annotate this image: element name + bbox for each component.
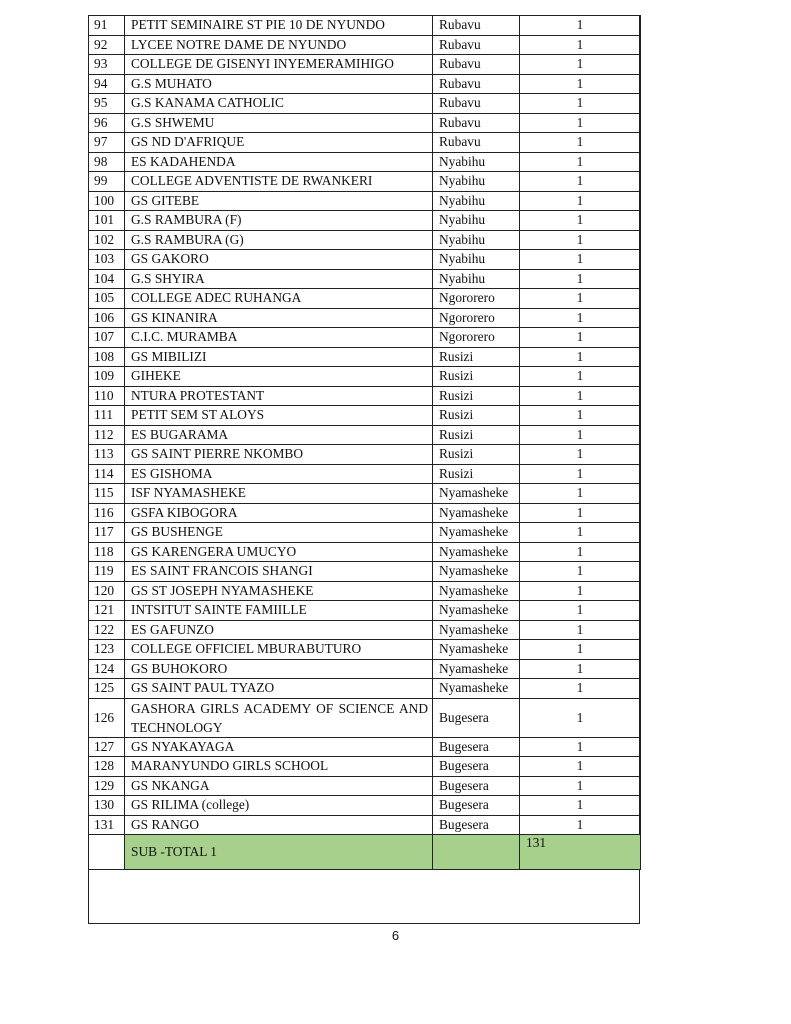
table-row xyxy=(89,620,641,640)
school-name: ES SAINT FRANCOIS SHANGI xyxy=(125,562,433,582)
row-number: 95 xyxy=(89,94,125,114)
table-row xyxy=(89,464,641,484)
district: Rubavu xyxy=(433,113,520,133)
school-name: COLLEGE ADEC RUHANGA xyxy=(125,289,433,309)
table-row xyxy=(89,386,641,406)
school-name: ES GISHOMA xyxy=(125,464,433,484)
district: Ngororero xyxy=(433,328,520,348)
row-number: 96 xyxy=(89,113,125,133)
table-row xyxy=(89,659,641,679)
row-number: 98 xyxy=(89,152,125,172)
count: 1 xyxy=(520,620,641,640)
district: Rusizi xyxy=(433,425,520,445)
count: 1 xyxy=(520,757,641,777)
table-row xyxy=(89,35,641,55)
row-number: 108 xyxy=(89,347,125,367)
table-row xyxy=(89,94,641,114)
table-row xyxy=(89,815,641,835)
district: Nyabihu xyxy=(433,152,520,172)
school-name: GS RILIMA (college) xyxy=(125,796,433,816)
table-row xyxy=(89,698,641,737)
subtotal-row xyxy=(89,835,641,870)
count: 1 xyxy=(520,737,641,757)
count: 1 xyxy=(520,386,641,406)
count: 1 xyxy=(520,562,641,582)
district: Rusizi xyxy=(433,464,520,484)
school-name: GS KARENGERA UMUCYO xyxy=(125,542,433,562)
row-number: 112 xyxy=(89,425,125,445)
school-name: GSFA KIBOGORA xyxy=(125,503,433,523)
count: 1 xyxy=(520,35,641,55)
school-name: G.S MUHATO xyxy=(125,74,433,94)
school-name: GS SAINT PAUL TYAZO xyxy=(125,679,433,699)
district: Rubavu xyxy=(433,94,520,114)
count: 1 xyxy=(520,55,641,75)
row-number: 102 xyxy=(89,230,125,250)
row-number: 120 xyxy=(89,581,125,601)
row-number: 104 xyxy=(89,269,125,289)
count: 1 xyxy=(520,250,641,270)
count: 1 xyxy=(520,698,641,737)
count: 1 xyxy=(520,659,641,679)
row-number: 126 xyxy=(89,698,125,737)
table-row xyxy=(89,581,641,601)
table-row xyxy=(89,230,641,250)
district: Rusizi xyxy=(433,347,520,367)
district: Bugesera xyxy=(433,776,520,796)
district: Nyamasheke xyxy=(433,503,520,523)
count: 1 xyxy=(520,484,641,504)
school-name: G.S RAMBURA (F) xyxy=(125,211,433,231)
row-number: 118 xyxy=(89,542,125,562)
district: Nyamasheke xyxy=(433,484,520,504)
count: 1 xyxy=(520,94,641,114)
school-name: C.I.C. MURAMBA xyxy=(125,328,433,348)
table-row xyxy=(89,269,641,289)
row-number: 105 xyxy=(89,289,125,309)
row-number: 121 xyxy=(89,601,125,621)
district: Bugesera xyxy=(433,815,520,835)
page-number: 6 xyxy=(391,928,400,943)
count: 1 xyxy=(520,679,641,699)
subtotal-value: 131 xyxy=(520,835,641,870)
row-number: 93 xyxy=(89,55,125,75)
table-row xyxy=(89,757,641,777)
subtotal-label: SUB -TOTAL 1 xyxy=(125,835,433,870)
count: 1 xyxy=(520,601,641,621)
table-row xyxy=(89,308,641,328)
school-name: COLLEGE OFFICIEL MBURABUTURO xyxy=(125,640,433,660)
school-name: GS RANGO xyxy=(125,815,433,835)
school-name: GS BUSHENGE xyxy=(125,523,433,543)
row-number: 114 xyxy=(89,464,125,484)
row-number: 117 xyxy=(89,523,125,543)
count: 1 xyxy=(520,367,641,387)
count: 1 xyxy=(520,347,641,367)
district: Bugesera xyxy=(433,757,520,777)
table-row xyxy=(89,250,641,270)
school-name: G.S SHYIRA xyxy=(125,269,433,289)
count: 1 xyxy=(520,464,641,484)
school-name: PETIT SEM ST ALOYS xyxy=(125,406,433,426)
district: Nyabihu xyxy=(433,172,520,192)
district: Bugesera xyxy=(433,796,520,816)
row-number: 128 xyxy=(89,757,125,777)
row-number: 92 xyxy=(89,35,125,55)
count: 1 xyxy=(520,74,641,94)
table-row xyxy=(89,445,641,465)
table-row xyxy=(89,152,641,172)
row-number: 91 xyxy=(89,16,125,36)
table-row xyxy=(89,172,641,192)
district: Nyamasheke xyxy=(433,659,520,679)
row-number: 119 xyxy=(89,562,125,582)
district: Rusizi xyxy=(433,445,520,465)
district: Nyamasheke xyxy=(433,601,520,621)
row-number: 97 xyxy=(89,133,125,153)
district: Rubavu xyxy=(433,55,520,75)
count: 1 xyxy=(520,289,641,309)
school-name: PETIT SEMINAIRE ST PIE 10 DE NYUNDO xyxy=(125,16,433,36)
count: 1 xyxy=(520,152,641,172)
school-name: COLLEGE ADVENTISTE DE RWANKERI xyxy=(125,172,433,192)
district: Nyabihu xyxy=(433,191,520,211)
count: 1 xyxy=(520,542,641,562)
district: Nyamasheke xyxy=(433,620,520,640)
row-number: 101 xyxy=(89,211,125,231)
row-number: 100 xyxy=(89,191,125,211)
district: Nyabihu xyxy=(433,230,520,250)
table-row xyxy=(89,776,641,796)
school-name: G.S SHWEMU xyxy=(125,113,433,133)
table-row xyxy=(89,542,641,562)
row-number: 106 xyxy=(89,308,125,328)
district: Bugesera xyxy=(433,737,520,757)
row-number: 122 xyxy=(89,620,125,640)
count: 1 xyxy=(520,581,641,601)
district: Nyamasheke xyxy=(433,640,520,660)
row-number: 107 xyxy=(89,328,125,348)
district: Rusizi xyxy=(433,406,520,426)
school-name: GS KINANIRA xyxy=(125,308,433,328)
row-number: 125 xyxy=(89,679,125,699)
district: Nyabihu xyxy=(433,250,520,270)
school-name: ES BUGARAMA xyxy=(125,425,433,445)
school-name: LYCEE NOTRE DAME DE NYUNDO xyxy=(125,35,433,55)
district: Nyamasheke xyxy=(433,679,520,699)
district: Bugesera xyxy=(433,698,520,737)
school-name: GS GAKORO xyxy=(125,250,433,270)
table-row xyxy=(89,191,641,211)
table-row xyxy=(89,211,641,231)
row-number: 131 xyxy=(89,815,125,835)
school-name: GIHEKE xyxy=(125,367,433,387)
school-name: ES KADAHENDA xyxy=(125,152,433,172)
count: 1 xyxy=(520,172,641,192)
table-row xyxy=(89,74,641,94)
subtotal-empty-cell xyxy=(89,835,125,870)
district: Nyamasheke xyxy=(433,523,520,543)
table-row xyxy=(89,367,641,387)
district: Rusizi xyxy=(433,386,520,406)
school-name: GS NYAKAYAGA xyxy=(125,737,433,757)
table-row xyxy=(89,289,641,309)
table-row xyxy=(89,503,641,523)
row-number: 127 xyxy=(89,737,125,757)
count: 1 xyxy=(520,230,641,250)
count: 1 xyxy=(520,815,641,835)
table-row xyxy=(89,347,641,367)
count: 1 xyxy=(520,796,641,816)
district: Nyamasheke xyxy=(433,562,520,582)
school-name: ES GAFUNZO xyxy=(125,620,433,640)
school-name: GS MIBILIZI xyxy=(125,347,433,367)
school-name: COLLEGE DE GISENYI INYEMERAMIHIGO xyxy=(125,55,433,75)
school-name: G.S RAMBURA (G) xyxy=(125,230,433,250)
table-row xyxy=(89,425,641,445)
table-row xyxy=(89,484,641,504)
school-name: GS NKANGA xyxy=(125,776,433,796)
row-number: 99 xyxy=(89,172,125,192)
subtotal-spacer xyxy=(433,835,520,870)
district: Nyamasheke xyxy=(433,581,520,601)
row-number: 111 xyxy=(89,406,125,426)
school-name: MARANYUNDO GIRLS SCHOOL xyxy=(125,757,433,777)
school-name: G.S KANAMA CATHOLIC xyxy=(125,94,433,114)
row-number: 124 xyxy=(89,659,125,679)
table-row xyxy=(89,523,641,543)
table-row xyxy=(89,562,641,582)
count: 1 xyxy=(520,211,641,231)
school-name: GASHORA GIRLS ACADEMY OF SCIENCE AND TECHNOLOGY xyxy=(125,698,433,737)
count: 1 xyxy=(520,113,641,133)
table-row xyxy=(89,55,641,75)
schools-table xyxy=(88,15,641,870)
count: 1 xyxy=(520,776,641,796)
row-number: 123 xyxy=(89,640,125,660)
count: 1 xyxy=(520,16,641,36)
count: 1 xyxy=(520,328,641,348)
district: Rubavu xyxy=(433,133,520,153)
table-row xyxy=(89,796,641,816)
row-number: 129 xyxy=(89,776,125,796)
row-number: 103 xyxy=(89,250,125,270)
school-name: GS ND D'AFRIQUE xyxy=(125,133,433,153)
table-row xyxy=(89,679,641,699)
count: 1 xyxy=(520,503,641,523)
table-row xyxy=(89,406,641,426)
district: Rubavu xyxy=(433,35,520,55)
district: Nyabihu xyxy=(433,211,520,231)
district: Ngororero xyxy=(433,308,520,328)
count: 1 xyxy=(520,269,641,289)
school-name: GS BUHOKORO xyxy=(125,659,433,679)
row-number: 113 xyxy=(89,445,125,465)
count: 1 xyxy=(520,523,641,543)
table-row xyxy=(89,737,641,757)
row-number: 110 xyxy=(89,386,125,406)
schools-table-body xyxy=(89,16,641,870)
school-name: NTURA PROTESTANT xyxy=(125,386,433,406)
district: Ngororero xyxy=(433,289,520,309)
school-name: GS SAINT PIERRE NKOMBO xyxy=(125,445,433,465)
table-row xyxy=(89,601,641,621)
school-name: ISF NYAMASHEKE xyxy=(125,484,433,504)
school-name: GS GITEBE xyxy=(125,191,433,211)
district: Nyabihu xyxy=(433,269,520,289)
count: 1 xyxy=(520,133,641,153)
count: 1 xyxy=(520,425,641,445)
row-number: 109 xyxy=(89,367,125,387)
row-number: 116 xyxy=(89,503,125,523)
school-name: GS ST JOSEPH NYAMASHEKE xyxy=(125,581,433,601)
table-row xyxy=(89,640,641,660)
row-number: 115 xyxy=(89,484,125,504)
count: 1 xyxy=(520,640,641,660)
count: 1 xyxy=(520,445,641,465)
district: Rubavu xyxy=(433,16,520,36)
district: Rubavu xyxy=(433,74,520,94)
table-row xyxy=(89,133,641,153)
table-row xyxy=(89,328,641,348)
district: Rusizi xyxy=(433,367,520,387)
table-row xyxy=(89,113,641,133)
count: 1 xyxy=(520,406,641,426)
row-number: 94 xyxy=(89,74,125,94)
count: 1 xyxy=(520,191,641,211)
district: Nyamasheke xyxy=(433,542,520,562)
count: 1 xyxy=(520,308,641,328)
school-name: INTSITUT SAINTE FAMIILLE xyxy=(125,601,433,621)
row-number: 130 xyxy=(89,796,125,816)
table-row xyxy=(89,16,641,36)
